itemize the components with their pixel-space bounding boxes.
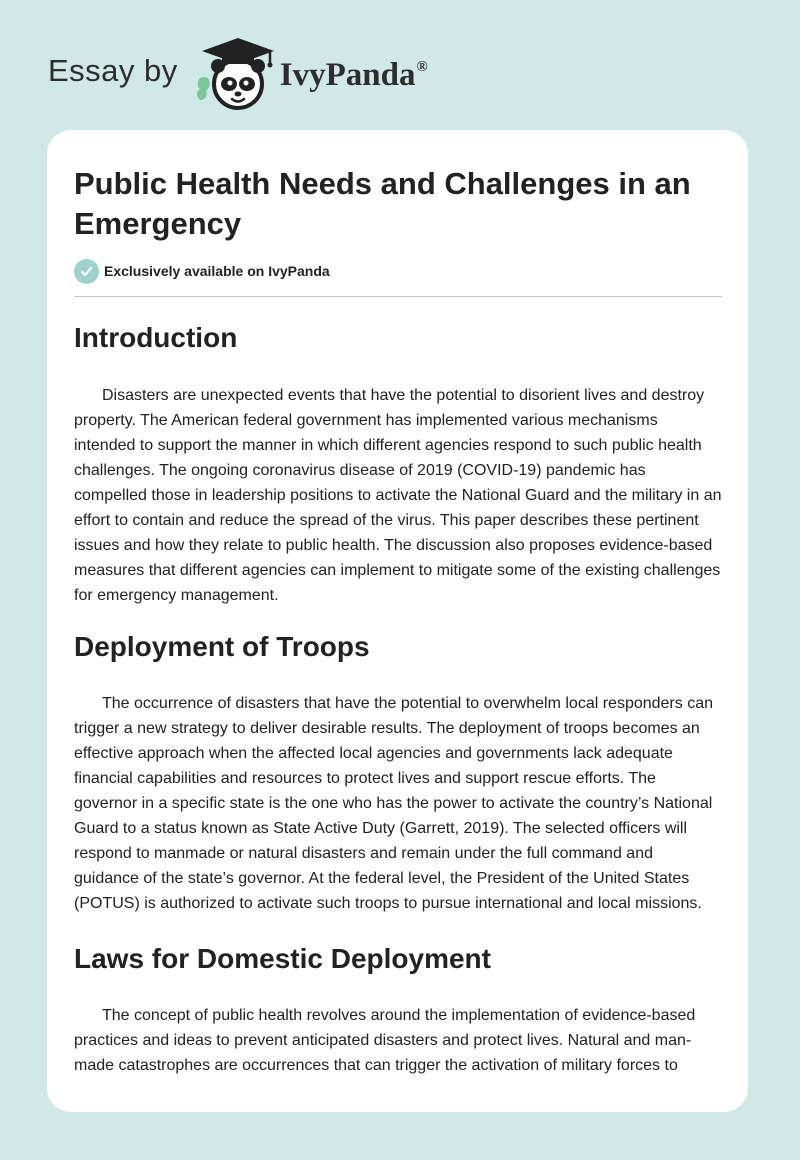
brand-name-text: IvyPanda xyxy=(279,56,416,93)
title-divider xyxy=(74,296,722,297)
section-paragraph: The occurrence of disasters that have the potential to overwhelm local responders can trigger a new strategy to deliver desirable results. The deployment of troops becomes an effective approach when the affected local agencies and governments lack adequate financial capabilities and resources to protect lives and support rescue efforts. The governor in a specific state is the one who has the power to activate the country’s National Guard to a status known as State Active Duty (Garrett, 2019). The selected officers will respond to manmade or natural disasters and remain under the full command and guidance of the state’s governor. At the federal level, the President of the United States (POTUS) is authorized to activate such troops to pursue international and local missions. xyxy=(74,695,713,912)
section-paragraph: The concept of public health revolves around the implementation of evidence-based practices and ideas to prevent anticipated disasters and protect lives. Natural and man-made catastrophes are occurrences that can trigger the activation of military forces to xyxy=(74,1007,696,1074)
section-heading: Deployment of Troops xyxy=(74,631,370,662)
section-paragraph: Disasters are unexpected events that have the potential to disorient lives and destroy property. The American federal government has implemented various mechanisms intended to support the manner in which different agencies respond to such public health challenges. The ongoing coronavirus disease of 2019 (COVID-19) pandemic has compelled those in leadership positions to activate the National Guard and the military in an effort to contain and reduce the spread of the virus. This paper describes these pertinent issues and how they relate to public health. The discussion also proposes evidence-based measures that different agencies can implement to mitigate some of the existing challenges for emergency management. xyxy=(74,387,722,604)
checkmark-circle-icon xyxy=(74,259,99,284)
section-heading: Introduction xyxy=(74,322,238,353)
section-laws-for-domestic-deployment xyxy=(74,942,722,1078)
section-heading: Laws for Domestic Deployment xyxy=(74,943,491,974)
registered-mark: ® xyxy=(416,58,428,75)
exclusive-badge-row xyxy=(74,258,722,284)
essay-by-label: Essay by xyxy=(48,53,178,88)
site-header xyxy=(48,34,428,114)
ivypanda-wordmark[interactable] xyxy=(280,57,428,94)
panda-graduation-cap-logo[interactable] xyxy=(192,34,278,114)
checkmark-icon xyxy=(80,265,93,278)
article-card xyxy=(47,130,748,1112)
exclusive-label: Exclusively available on IvyPanda xyxy=(104,263,330,279)
section-introduction xyxy=(74,321,722,608)
article-title: Public Health Needs and Challenges in an Emergency xyxy=(74,166,691,241)
section-deployment-of-troops xyxy=(74,630,722,916)
